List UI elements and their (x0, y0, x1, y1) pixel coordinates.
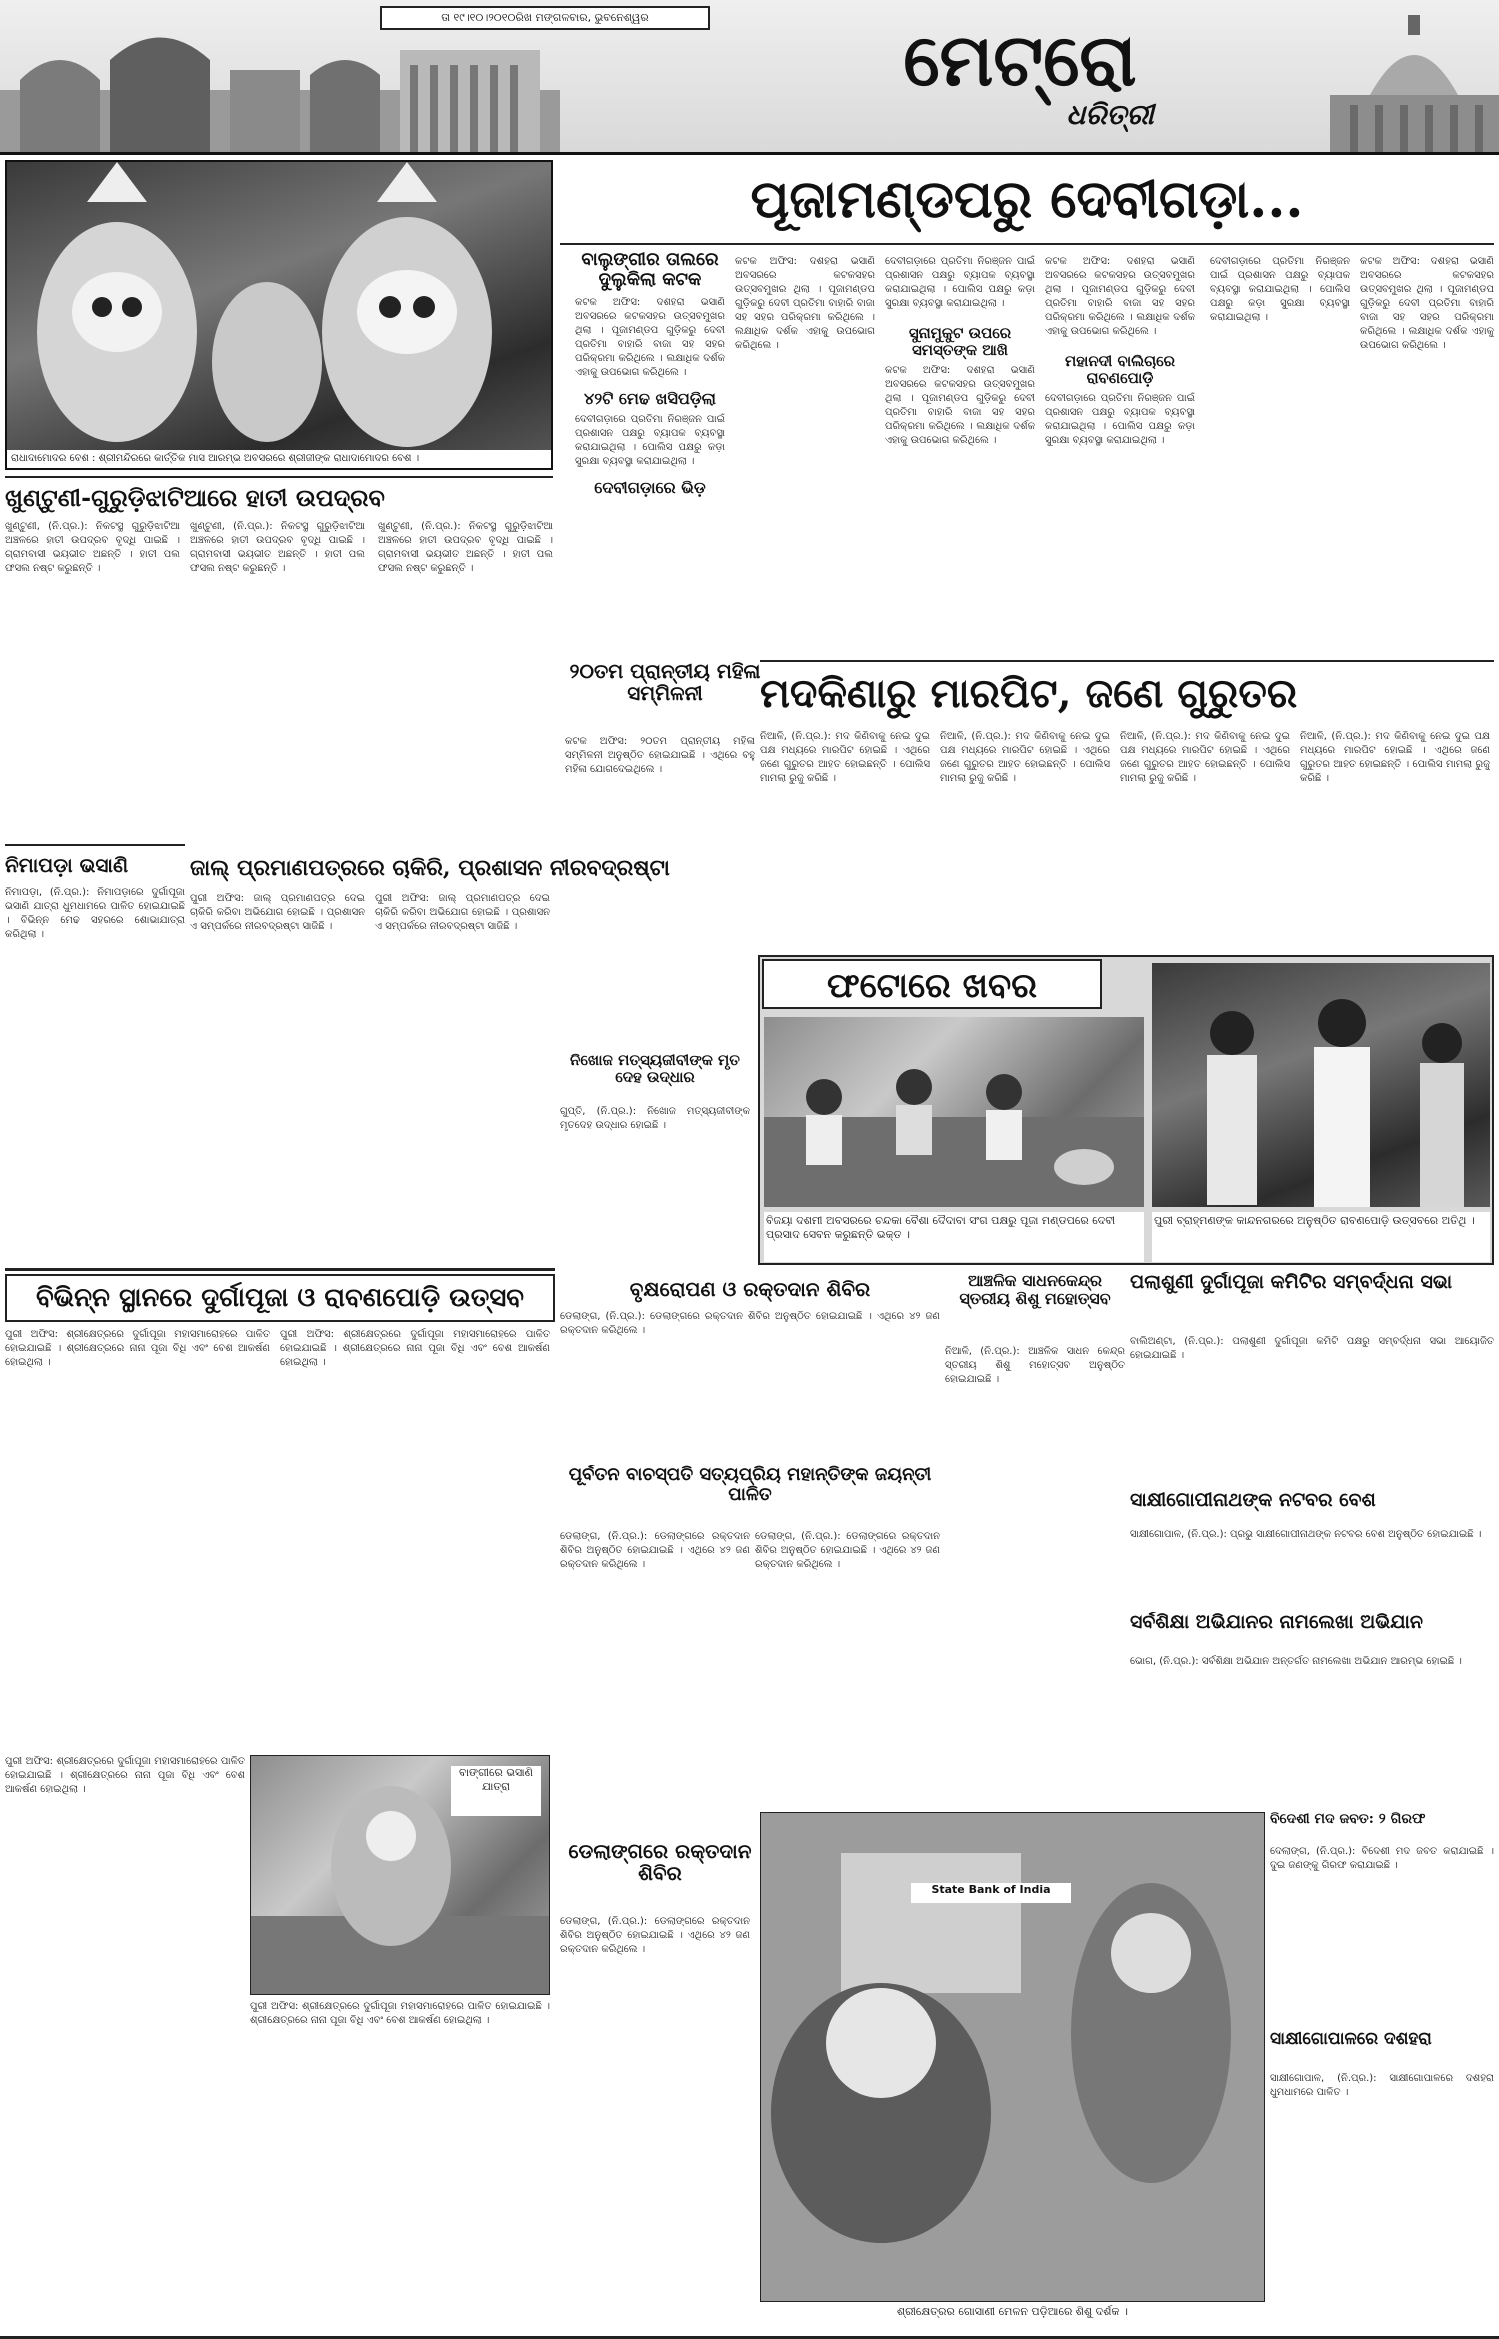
plantation-body: ଡେଲାଙ୍ଗ, (ନି.ପ୍ର.): ଡେଲାଙ୍ଗରେ ରକ୍ତଦାନ ଶିବିର ଅନୁଷ୍ଠିତ ହୋଇଯାଇଛି । ଏଥିରେ ୪୨ ଜଣ ରକ୍ତଦାନ କରିଥିଲେ । (560, 1311, 940, 1336)
photo-news-caption-2: ପୁରୀ ବ୍ରାହ୍ମଣଙ୍କ କାନ୍ଦନଗରରେ ଅନୁଷ୍ଠିତ ରାବଣପୋଡ଼ି ଉତ୍ସବରେ ଅତିଥି । (1152, 1212, 1490, 1262)
durga-puja-headline: ବିଭିନ୍ନ ସ୍ଥାନରେ ଦୁର୍ଗାପୂଜା ଓ ରାବଣପୋଡ଼ି ଉତ୍ସବ (5, 1274, 555, 1322)
fake-certificate-body-2: ପୁରୀ ଅଫିସ: ଜାଲ୍ ପ୍ରମାଣପତ୍ର ଦେଇ ଚାକିରି କରିବା ଅଭିଯୋଗ ହୋଇଛି । ପ୍ରଶାସନ ଏ ସମ୍ପର୍କରେ ନୀରବଦ୍ରଷ୍ଟା ସାଜିଛି । (375, 893, 550, 932)
photo-news-image-1 (764, 1017, 1144, 1207)
jayanti-headline: ପୂର୍ବତନ ବାଚସ୍ପତି ସତ୍ୟପ୍ରିୟ ମହାନ୍ତିଙ୍କ ଜୟନ୍ତୀ ପାଳିତ (568, 1465, 932, 1505)
sarvashiksha-body: ଭୋଗ, (ନି.ପ୍ର.): ସର୍ବଶିକ୍ଷା ଅଭିଯାନ ଅନ୍ତର୍ଗତ ନାମଲେଖା ଅଭିଯାନ ଆରମ୍ଭ ହୋଇଛି । (1130, 1656, 1462, 1667)
deity-figures-icon (7, 162, 553, 470)
lead-body: କଟକ ଅଫିସ: ଦଶହରା ଭସାଣି ଅବସରରେ କଟକସହର ଉତ୍ସବମୁଖର ଥିଲା । ପୂଜାମଣ୍ଡପ ଗୁଡ଼ିକରୁ ଦେବୀ ପ୍ରତିମା ବାହାରି ବାଜା ସହ ସହର ପରିକ୍ରମା କରିଥିଲେ । ଲକ୍ଷାଧିକ ଦର୍ଶକ ଏହାକୁ ଉପଭୋଗ କରିଥିଲେ । (575, 296, 725, 378)
lead-sub-heading: ମହାନଦୀ ବାଲିଚାରେ ରାବଣପୋଡ଼ି (1064, 352, 1176, 387)
rule (760, 660, 1494, 662)
photo-news-title: ଫଟୋରେ ଖବର (762, 959, 1102, 1009)
bhasani-photo-label: ବାଙ୍ଗୀରେ ଭସାଣି ଯାତ୍ରା (451, 1766, 541, 1816)
durga-puja-body-2: ପୁରୀ ଅଫିସ: ଶ୍ରୀକ୍ଷେତ୍ରରେ ଦୁର୍ଗାପୂଜା ମହାସମାରୋହରେ ପାଳିତ ହୋଇଯାଇଛି । ଶ୍ରୀକ୍ଷେତ୍ରରେ ନାନା ପୂଜା ବିଧି ଏବଂ ବେଶ ଆକର୍ଷଣ ହୋଇଥିଲା । (280, 1329, 550, 1368)
palashuni-headline: ପଲାଶୁଣୀ ଦୁର୍ଗାପୂଜା କମିଟିର ସମ୍ବର୍ଦ୍ଧନା ସଭା (1130, 1272, 1453, 1293)
deity-photo (5, 160, 553, 470)
fake-certificate-headline: ଜାଲ୍ ପ୍ରମାଣପତ୍ରରେ ଚାକିରି, ପ୍ରଶାସନ ନୀରବଦ୍ରଷ୍ଟା (190, 855, 670, 881)
lead-body: କଟକ ଅଫିସ: ଦଶହରା ଭସାଣି ଅବସରରେ କଟକସହର ଉତ୍ସବମୁଖର ଥିଲା । ପୂଜାମଣ୍ଡପ ଗୁଡ଼ିକରୁ ଦେବୀ ପ୍ରତିମା ବାହାରି ବାଜା ସହ ସହର ପରିକ୍ରମା କରିଥିଲେ । ଲକ୍ଷାଧିକ ଦର୍ଶକ ଏହାକୁ ଉପଭୋଗ କରିଥିଲେ । (885, 365, 1035, 446)
deity-photo-caption: ରାଧାଦାମୋଦର ବେଶ : ଶ୍ରୀମନ୍ଦିରରେ କାର୍ତ୍ତିକ ମାସ ଆରମ୍ଭ ଅବସରରେ ଶ୍ରୀଜୀଙ୍କ ରାଧାଦାମୋଦର ବେଶ । (7, 450, 551, 468)
bank-sign: State Bank of India (911, 1883, 1071, 1903)
photo-news-box (758, 955, 1494, 1265)
natabar-body: ସାକ୍ଷୀଗୋପାଳ, (ନି.ପ୍ର.): ପ୍ରଭୁ ସାକ୍ଷୀଗୋପୀନାଥଙ୍କ ନଟବର ବେଶ ଅନୁଷ୍ଠିତ ହୋଇଯାଇଛି । (1130, 1529, 1482, 1540)
durga-puja-body: ପୁରୀ ଅଫିସ: ଶ୍ରୀକ୍ଷେତ୍ରରେ ଦୁର୍ଗାପୂଜା ମହାସମାରୋହରେ ପାଳିତ ହୋଇଯାଇଛି । ଶ୍ରୀକ୍ଷେତ୍ରରେ ନାନା ପୂଜା ବିଧି ଏବଂ ବେଶ ଆକର୍ଷଣ ହୋଇଥିଲା । (5, 1329, 270, 1368)
elephant-body-3: ଖୁଣ୍ଟୁଣୀ, (ନି.ପ୍ର.): ନିକଟସ୍ଥ ଗୁରୁଡ଼ିଝାଟିଆ ଅଞ୍ଚଳରେ ହାତୀ ଉପଦ୍ରବ ବୃଦ୍ଧି ପାଇଛି । ଗ୍ରାମବାସୀ ଭୟଭୀତ ଅଛନ୍ତି । ହାତୀ ପଲ ଫସଲ ନଷ୍ଟ କରୁଛନ୍ତି । (378, 521, 553, 574)
nimapada-headline: ନିମାପଡ଼ା ଭସାଣି (5, 853, 129, 877)
rule (5, 476, 553, 478)
fake-certificate-body: ପୁରୀ ଅଫିସ: ଜାଲ୍ ପ୍ରମାଣପତ୍ର ଦେଇ ଚାକିରି କରିବା ଅଭିଯୋଗ ହୋଇଛି । ପ୍ରଶାସନ ଏ ସମ୍ପର୍କରେ ନୀରବଦ୍ରଷ୍ଟା ସାଜିଛି । (190, 893, 365, 932)
lead-body: ଦେବୀଗଡ଼ାରେ ପ୍ରତିମା ନିରଞ୍ଜନ ପାଇଁ ପ୍ରଶାସନ ପକ୍ଷରୁ ବ୍ୟାପକ ବ୍ୟବସ୍ଥା କରାଯାଇଥିଲା । ପୋଲିସ ପକ୍ଷରୁ କଡ଼ା ସୁରକ୍ଷା ବ୍ୟବସ୍ଥା କରାଯାଇଥିଲା । (1045, 393, 1195, 446)
jayanti-body: ଡେଲାଙ୍ଗ, (ନି.ପ୍ର.): ଡେଲାଙ୍ଗରେ ରକ୍ତଦାନ ଶିବିର ଅନୁଷ୍ଠିତ ହୋଇଯାଇଛି । ଏଥିରେ ୪୨ ଜଣ ରକ୍ତଦାନ କରିଥିଲେ । (560, 1531, 750, 1570)
elephant-body: ଖୁଣ୍ଟୁଣୀ, (ନି.ପ୍ର.): ନିକଟସ୍ଥ ଗୁରୁଡ଼ିଝାଟିଆ ଅଞ୍ଚଳରେ ହାତୀ ଉପଦ୍ରବ ବୃଦ୍ଧି ପାଇଛି । ଗ୍ରାମବାସୀ ଭୟଭୀତ ଅଛନ୍ତି । ହାତୀ ପଲ ଫସଲ ନଷ୍ଟ କରୁଛନ୍ତି । (5, 521, 180, 574)
people-standing-icon (1152, 963, 1490, 1207)
lead-column-3 (885, 255, 1035, 665)
masthead (0, 0, 1499, 155)
liquor-fight-body-4: ନିଆଳି, (ନି.ପ୍ର.): ମଦ କିଣିବାକୁ ନେଇ ଦୁଇ ପକ୍ଷ ମଧ୍ୟରେ ମାରପିଟ ହୋଇଛି । ଏଥିରେ ଜଣେ ଗୁରୁତର ଆହତ ହୋଇଛନ୍ତି । ପୋଲିସ ମାମଲା ରୁଜୁ କରିଛି । (1300, 731, 1490, 784)
people-eating-icon (764, 1017, 1144, 1207)
masthead-subtitle: ଧରିତ୍ରୀ (1066, 100, 1154, 131)
lead-sub-heading: ସୁନାମୁକୁଟ ଉପରେ ସମସ୍ତଙ୍କ ଆଖି (908, 324, 1012, 359)
photo-news-image-2 (1152, 963, 1490, 1207)
conference-headline: ୨୦ତମ ପ୍ରାନ୍ତୀୟ ମହିଳା ସମ୍ମିଳନୀ (569, 660, 761, 705)
lead-sub-heading: ବାଲୁଙ୍ଗୀର ତାଲରେ ଦୁଲୁକିଲା କଟକ (581, 250, 719, 290)
temple-skyline-icon (0, 20, 560, 155)
elephant-headline: ଖୁଣ୍ଟୁଣୀ-ଗୁରୁଡ଼ିଝାଟିଆରେ ହାତୀ ଉପଦ୍ରବ (5, 483, 385, 512)
lead-body: ଦେବୀଗଡ଼ାରେ ପ୍ରତିମା ନିରଞ୍ଜନ ପାଇଁ ପ୍ରଶାସନ ପକ୍ଷରୁ ବ୍ୟାପକ ବ୍ୟବସ୍ଥା କରାଯାଇଥିଲା । ପୋଲିସ ପକ୍ଷରୁ କଡ଼ା ସୁରକ୍ଷା ବ୍ୟବସ୍ଥା କରାଯାଇଥିଲା । (885, 256, 1035, 309)
fisherman-headline: ନିଖୋଜ ମତ୍ସ୍ୟଜୀବୀଙ୍କ ମୃତ ଦେହ ଉଦ୍ଧାର (570, 1052, 740, 1086)
liquor-fight-body-2: ନିଆଳି, (ନି.ପ୍ର.): ମଦ କିଣିବାକୁ ନେଇ ଦୁଇ ପକ୍ଷ ମଧ୍ୟରେ ମାରପିଟ ହୋଇଛି । ଏଥିରେ ଜଣେ ଗୁରୁତର ଆହତ ହୋଇଛନ୍ତି । ପୋଲିସ ମାମଲା ରୁଜୁ କରିଛି । (940, 731, 1110, 784)
liquor-seized-body: ଦେଲାଙ୍ଗ, (ନି.ପ୍ର.): ବିଦେଶୀ ମଦ ଜବତ କରାଯାଇଛି । ଦୁଇ ଜଣଙ୍କୁ ଗିରଫ କରାଯାଇଛି । (1270, 1846, 1494, 1871)
lead-column-6: କଟକ ଅଫିସ: ଦଶହରା ଭସାଣି ଅବସରରେ କଟକସହର ଉତ୍ସବମୁଖର ଥିଲା । ପୂଜାମଣ୍ଡପ ଗୁଡ଼ିକରୁ ଦେବୀ ପ୍ରତିମା ବାହାରି ବାଜା ସହ ସହର ପରିକ୍ରମା କରିଥିଲେ । ଲକ୍ଷାଧିକ ଦର୍ଶକ ଏହାକୁ ଉପଭୋଗ କରିଥିଲେ । (1360, 256, 1494, 351)
sarvashiksha-headline: ସର୍ବଶିକ୍ଷା ଅଭିଯାନର ନାମଲେଖା ଅଭିଯାନ (1130, 1612, 1423, 1633)
plantation-headline: ବୃକ୍ଷରୋପଣ ଓ ରକ୍ତଦାନ ଶିବିର (629, 1277, 871, 1301)
elephant-body-2: ଖୁଣ୍ଟୁଣୀ, (ନି.ପ୍ର.): ନିକଟସ୍ଥ ଗୁରୁଡ଼ିଝାଟିଆ ଅଞ୍ଚଳରେ ହାତୀ ଉପଦ୍ରବ ବୃଦ୍ଧି ପାଇଛି । ଗ୍ରାମବାସୀ ଭୟଭୀତ ଅଛନ୍ତି । ହାତୀ ପଲ ଫସଲ ନଷ୍ଟ କରୁଛନ୍ତି । (190, 521, 365, 574)
liquor-fight-headline: ମଦକିଣାରୁ ମାରପିଟ, ଜଣେ ଗୁରୁତର (760, 670, 1298, 717)
date-line: ତା ୧୯।୧୦।୨୦୧୦ରିଖ ମଙ୍ଗଳବାର, ଭୁବନେଶ୍ୱର (380, 6, 710, 30)
lead-sub-heading: ଦେବୀଗଡ଼ାରେ ଭିଡ଼ (594, 478, 706, 498)
rule (5, 1268, 555, 1271)
lead-column-2: କଟକ ଅଫିସ: ଦଶହରା ଭସାଣି ଅବସରରେ କଟକସହର ଉତ୍ସବମୁଖର ଥିଲା । ପୂଜାମଣ୍ଡପ ଗୁଡ଼ିକରୁ ଦେବୀ ପ୍ରତିମା ବାହାରି ବାଜା ସହ ସହର ପରିକ୍ରମା କରିଥିଲେ । ଲକ୍ଷାଧିକ ଦର୍ଶକ ଏହାକୁ ଉପଭୋଗ କରିଥିଲେ । (735, 256, 875, 351)
lead-column-4 (1045, 255, 1195, 665)
children-festival-body: ନିଆଳି, (ନି.ପ୍ର.): ଆଞ୍ଚଳିକ ସାଧନ କେନ୍ଦ୍ର ସ୍ତରୀୟ ଶିଶୁ ମହୋତ୍ସବ ଅନୁଷ୍ଠିତ ହୋଇଯାଇଛି । (945, 1346, 1125, 1385)
natabar-headline: ସାକ୍ଷୀଗୋପୀନାଥଙ୍କ ନଟବର ବେଶ (1130, 1490, 1376, 1511)
jayanti-body-2: ଡେଲାଙ୍ଗ, (ନି.ପ୍ର.): ଡେଲାଙ୍ଗରେ ରକ୍ତଦାନ ଶିବିର ଅନୁଷ୍ଠିତ ହୋଇଯାଇଛି । ଏଥିରେ ୪୨ ଜଣ ରକ୍ତଦାନ କରିଥିଲେ । (755, 1531, 940, 1570)
durga-puja-body-4: ପୁରୀ ଅଫିସ: ଶ୍ରୀକ୍ଷେତ୍ରରେ ଦୁର୍ଗାପୂଜା ମହାସମାରୋହରେ ପାଳିତ ହୋଇଯାଇଛି । ଶ୍ରୀକ୍ଷେତ୍ରରେ ନାନା ପୂଜା ବିଧି ଏବଂ ବେଶ ଆକର୍ଷଣ ହୋଇଥିଲା । (250, 2001, 550, 2026)
palashuni-body: ବାଲିଅଣ୍ଟା, (ନି.ପ୍ର.): ପଲାଶୁଣୀ ଦୁର୍ଗାପୂଜା କମିଟି ପକ୍ଷରୁ ସମ୍ବର୍ଦ୍ଧନା ସଭା ଆୟୋଜିତ ହୋଇଯାଇଛି । (1130, 1336, 1494, 1361)
liquor-seized-headline: ବିଦେଶୀ ମଦ ଜବତ: ୨ ଗିରଫ (1270, 1812, 1426, 1827)
lead-column-5: ଦେବୀଗଡ଼ାରେ ପ୍ରତିମା ନିରଞ୍ଜନ ପାଇଁ ପ୍ରଶାସନ ପକ୍ଷରୁ ବ୍ୟାପକ ବ୍ୟବସ୍ଥା କରାଯାଇଥିଲା । ପୋଲିସ ପକ୍ଷରୁ କଡ଼ା ସୁରକ୍ଷା ବ୍ୟବସ୍ଥା କରାଯାଇଥିଲା । (1210, 256, 1350, 323)
dome-building-icon (1330, 10, 1499, 155)
masthead-title: ମେଟ୍ରୋ (903, 20, 1137, 102)
photo-news-caption-1: ବିଜୟା ଦଶମୀ ଅବସରରେ ଚନ୍ଦକା ବୈଶା ଦୈଦାବା ସଂଗ ପକ୍ଷରୁ ପୂଜା ମଣ୍ଡପରେ ଦେବୀ ପ୍ରସାଦ ସେବନ କରୁଛନ୍ତି ଭକ୍ତ । (764, 1212, 1144, 1262)
lead-sub-heading: ୪୨ଟି ମେଢ ଖସିପଡ଼ିଲା (584, 388, 716, 408)
fisherman-body: ଗୁପ୍ତି, (ନି.ପ୍ର.): ନିଖୋଜ ମତ୍ସ୍ୟଜୀବୀଙ୍କ ମୃତଦେହ ଉଦ୍ଧାର ହୋଇଛି । (560, 1106, 750, 1131)
lead-body: ଦେବୀଗଡ଼ାରେ ପ୍ରତିମା ନିରଞ୍ଜନ ପାଇଁ ପ୍ରଶାସନ ପକ୍ଷରୁ ବ୍ୟାପକ ବ୍ୟବସ୍ଥା କରାଯାଇଥିଲା । ପୋଲିସ ପକ୍ଷରୁ କଡ଼ା ସୁରକ୍ଷା ବ୍ୟବସ୍ଥା କରାଯାଇଥିଲା । (575, 414, 725, 468)
child-spectator-photo (760, 1812, 1265, 2302)
delang-blood-body: ଡେଲାଙ୍ଗ, (ନି.ପ୍ର.): ଡେଲାଙ୍ଗରେ ରକ୍ତଦାନ ଶିବିର ଅନୁଷ୍ଠିତ ହୋଇଯାଇଛି । ଏଥିରେ ୪୨ ଜଣ ରକ୍ତଦାନ କରିଥିଲେ । (560, 1916, 750, 1955)
liquor-fight-body-3: ନିଆଳି, (ନି.ପ୍ର.): ମଦ କିଣିବାକୁ ନେଇ ଦୁଇ ପକ୍ଷ ମଧ୍ୟରେ ମାରପିଟ ହୋଇଛି । ଏଥିରେ ଜଣେ ଗୁରୁତର ଆହତ ହୋଇଛନ୍ତି । ପୋଲିସ ମାମଲା ରୁଜୁ କରିଛି । (1120, 731, 1290, 784)
lead-column-1 (575, 250, 725, 670)
children-festival-headline: ଆଞ୍ଚଳିକ ସାଧନକେନ୍ଦ୍ର ସ୍ତରୀୟ ଶିଶୁ ମହୋତ୍ସବ (959, 1272, 1111, 1308)
lead-headline: ପୂଜାମଣ୍ଡପରୁ ଦେବୀଗଡ଼ା... (750, 169, 1304, 230)
liquor-fight-body: ନିଆଳି, (ନି.ପ୍ର.): ମଦ କିଣିବାକୁ ନେଇ ଦୁଇ ପକ୍ଷ ମଧ୍ୟରେ ମାରପିଟ ହୋଇଛି । ଏଥିରେ ଜଣେ ଗୁରୁତର ଆହତ ହୋଇଛନ୍ତି । ପୋଲିସ ମାମଲା ରୁଜୁ କରିଛି । (760, 731, 930, 784)
child-spectator-caption: ଶ୍ରୀକ୍ଷେତ୍ରର ଗୋସାଣୀ ମେଳନ ପଡ଼ିଆରେ ଶିଶୁ ଦର୍ଶକ । (760, 2305, 1265, 2335)
sakhigopal-headline: ସାକ୍ଷୀଗୋପାଳରେ ଦଶହରା (1270, 2030, 1432, 2049)
conference-body: କଟକ ଅଫିସ: ୨୦ତମ ପ୍ରାନ୍ତୀୟ ମହିଳା ସମ୍ମିଳନୀ ଅନୁଷ୍ଠିତ ହୋଇଯାଇଛି । ଏଥିରେ ବହୁ ମହିଳା ଯୋଗଦେଇଥିଲେ । (565, 736, 755, 775)
sakhigopal-body: ସାକ୍ଷୀଗୋପାଳ, (ନି.ପ୍ର.): ସାକ୍ଷୀଗୋପାଳରେ ଦଶହରା ଧୁମଧାମରେ ପାଳିତ । (1270, 2073, 1494, 2098)
rule (560, 243, 1494, 245)
rule (5, 844, 185, 846)
lead-body: କଟକ ଅଫିସ: ଦଶହରା ଭସାଣି ଅବସରରେ କଟକସହର ଉତ୍ସବମୁଖର ଥିଲା । ପୂଜାମଣ୍ଡପ ଗୁଡ଼ିକରୁ ଦେବୀ ପ୍ରତିମା ବାହାରି ବାଜା ସହ ସହର ପରିକ୍ରମା କରିଥିଲେ । ଲକ୍ଷାଧିକ ଦର୍ଶକ ଏହାକୁ ଉପଭୋଗ କରିଥିଲେ । (1045, 256, 1195, 337)
durga-puja-body-3: ପୁରୀ ଅଫିସ: ଶ୍ରୀକ୍ଷେତ୍ରରେ ଦୁର୍ଗାପୂଜା ମହାସମାରୋହରେ ପାଳିତ ହୋଇଯାଇଛି । ଶ୍ରୀକ୍ଷେତ୍ରରେ ନାନା ପୂଜା ବିଧି ଏବଂ ବେଶ ଆକର୍ଷଣ ହୋଇଥିଲା । (5, 1756, 245, 1795)
nimapada-body: ନିମାପଡ଼ା, (ନି.ପ୍ର.): ନିମାପଡ଼ାରେ ଦୁର୍ଗାପୂଜା ଭସାଣି ଯାତ୍ରା ଧୁମଧାମରେ ପାଳିତ ହୋଇଯାଇଛି । ବିଭିନ୍ନ ମେଢ ସହରରେ ଶୋଭାଯାତ୍ରା କରିଥିଲା । (5, 887, 185, 940)
bhasani-photo (250, 1755, 550, 1995)
delang-blood-headline: ଡେଲାଙ୍ଗରେ ରକ୍ତଦାନ ଶିବିର (568, 1840, 752, 1885)
